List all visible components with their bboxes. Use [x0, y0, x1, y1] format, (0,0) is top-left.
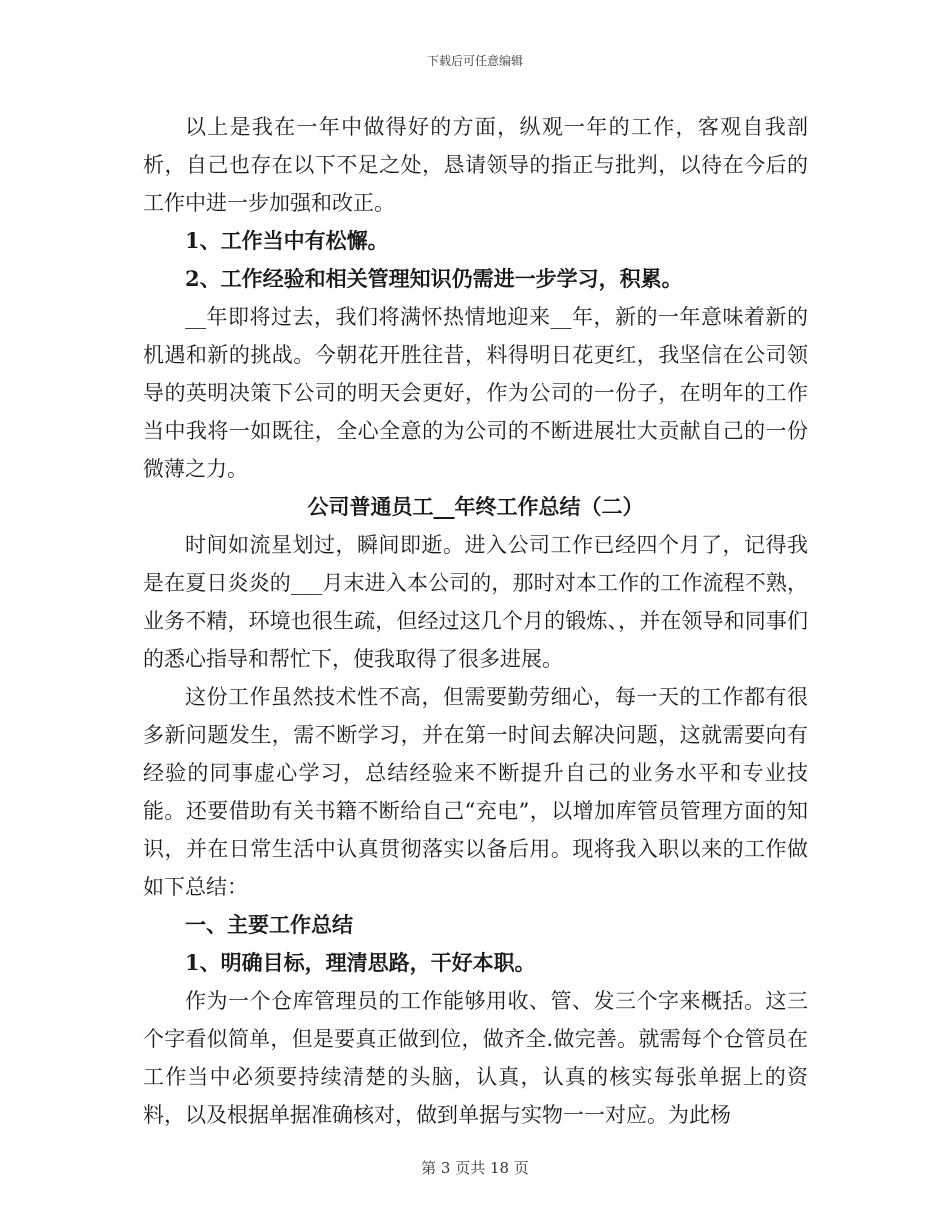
- section-heading: 一、主要工作总结: [185, 912, 353, 937]
- paragraph: 以上是我在一年中做得好的方面，纵观一年的工作，客观自我剖析，自己也存在以下不足之处，恳请领导的指正与批判，以待在今后的工作中进一步加强和改正。: [143, 115, 808, 215]
- subsection-heading: 1、明确目标，理清思路，干好本职。: [185, 950, 536, 975]
- bold-item: 2、工作经验和相关管理知识仍需进一步学习，积累。: [185, 266, 683, 291]
- document-body: [143, 108, 808, 1134]
- paragraph: 时间如流星划过，瞬间即逝。进入公司工作已经四个月了，记得我是在夏日炎炎的___月末进入本公司的，那时对本工作的工作流程不熟，业务不精，环境也很生疏，但经过这几个月的锻炼、，并在领导和同事们的悉心指导和帮忙下，使我取得了很多进展。: [143, 533, 808, 671]
- section-title: 公司普通员工__年终工作总结（二）: [307, 494, 644, 519]
- paragraph: 作为一个仓库管理员的工作能够用收、管、发三个字来概括。这三个字看似简单，但是要真正做到位，做齐全.做完善。就需每个仓管员在工作当中必须要持续清楚的头脑，认真，认真的核实每张单据上的资料，以及根据单据准确核对，做到单据与实物一一对应。为此杨: [143, 989, 808, 1127]
- paragraph: 这份工作虽然技术性不高，但需要勤劳细心，每一天的工作都有很多新问题发生，需不断学习，并在第一时间去解决问题，这就需要向有经验的同事虚心学习，总结经验来不断提升自己的业务水平和专业技能。还要借助有关书籍不断给自己“充电”，以增加库管员管理方面的知识，并在日常生活中认真贯彻落实以备后用。现将我入职以来的工作做如下总结：: [143, 685, 808, 899]
- bold-item: 1、工作当中有松懈。: [185, 228, 389, 253]
- page-footer: 第 3 页共 18 页: [421, 1159, 529, 1177]
- paragraph: __年即将过去，我们将满怀热情地迎来__年，新的一年意味着新的机遇和新的挑战。今朝花开胜往昔，料得明日花更红，我坚信在公司领导的英明决策下公司的明天会更好，作为公司的一份子，在明年的工作当中我将一如既往，全心全意的为公司的不断进展壮大贡献自己的一份微薄之力。: [143, 305, 808, 481]
- page-header: 下载后可任意编辑: [426, 54, 523, 68]
